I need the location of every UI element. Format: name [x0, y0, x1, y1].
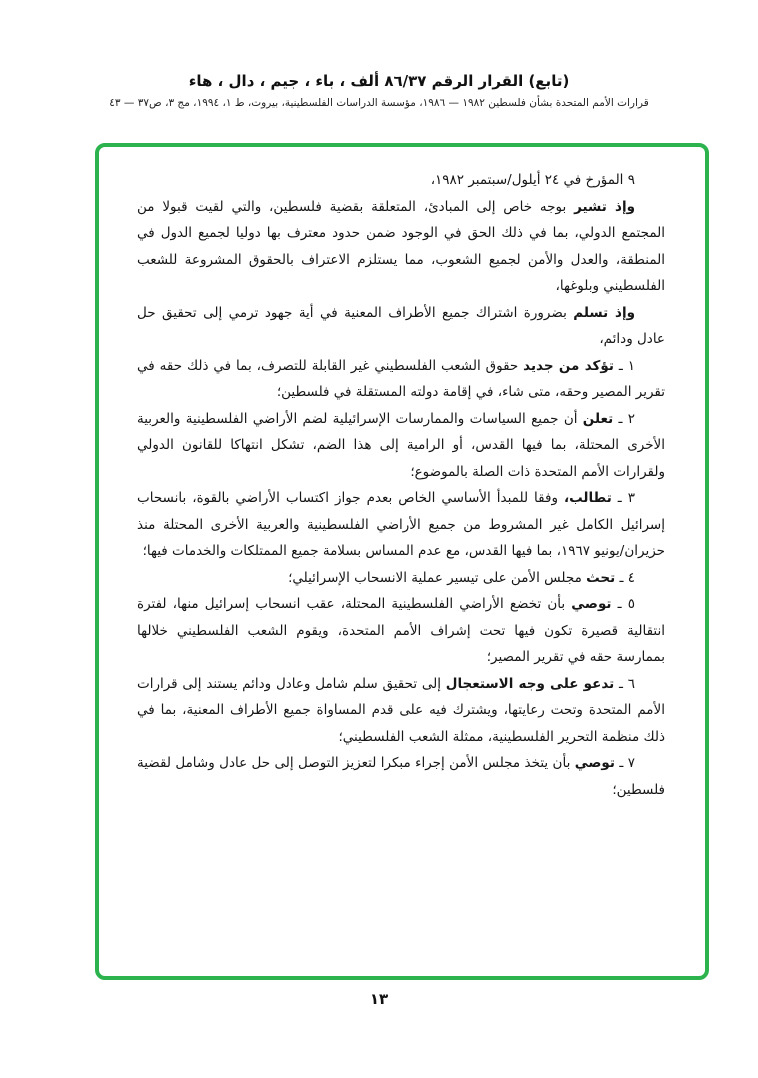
- clause-number: ٧ ـ: [614, 755, 635, 771]
- clause-lead: تحث: [586, 569, 616, 586]
- resolution-paragraph: [137, 406, 665, 486]
- clause-text: حقوق الشعب الفلسطيني غير القابلة للتصرف، بما في ذلك حقه في تقرير المصير وحقه، متى شاء، في إقامة دولته المستقلة في فلسطين؛: [137, 357, 665, 400]
- clause-lead: وإذ تسلم: [573, 304, 635, 321]
- clause-lead: تطالب،: [563, 490, 612, 506]
- clause-text: بضرورة اشتراك جميع الأطراف المعنية في أية جهود ترمي إلى تحقيق حل عادل ودائم،: [137, 304, 665, 347]
- clause-number: ١ ـ: [613, 357, 636, 374]
- resolution-paragraph: [137, 485, 665, 565]
- resolution-paragraph: [137, 167, 665, 194]
- resolution-paragraph: [137, 300, 665, 353]
- clause-number: ٣ ـ: [611, 490, 635, 506]
- clause-text: ٩ المؤرخ في ٢٤ أيلول/سبتمبر ١٩٨٢،: [430, 172, 635, 188]
- clause-text: بوجه خاص إلى المبادئ، المتعلقة بقضية فلسطين، والتي لقيت قبولا من المجتمع الدولي، بما في ذلك الحق في الوجود ضمن حدود معترف بها دوليا لجميع الدول في المنطقة، والعدل والأمن لجميع الشعوب، مما يستلزم الاعتراف بالحقوق المشروعة للشعب الفلسطيني وبلوغها،: [137, 198, 665, 294]
- clause-lead: تؤكد من جديد: [523, 357, 614, 374]
- clause-text: وفقا للمبدأ الأساسي الخاص بعدم جواز اكتساب الأراضي بالقوة، بانسحاب إسرائيل الكامل غير المشروط من جميع الأراضي الفلسطينية والعربية الأخرى المحتلة منذ حزيران/يونيو ١٩٦٧، بما فيها القدس، مع عدم المساس بسلامة جميع الممتلكات والخدمات فيها؛: [137, 490, 665, 559]
- resolution-paragraph: [137, 591, 665, 671]
- resolution-paragraph: [137, 194, 665, 300]
- citation-line: قرارات الأمم المتحدة بشأن فلسطين ١٩٨٢ — ١٩٨٦، مؤسسة الدراسات الفلسطينية، بيروت، ط ١، ١٩٩٤، مج ٣، ص٣٧ — ٤٣: [109, 97, 649, 109]
- resolution-paragraph: [137, 353, 665, 406]
- page-number: ١٣: [369, 990, 389, 1008]
- clause-lead: توصي: [574, 755, 615, 771]
- clause-text: إلى تحقيق سلم شامل وعادل ودائم يستند إلى قرارات الأمم المتحدة وتحت رعايتها، ويشترك فيه على قدم المساواة جميع الأطراف المعنية، بما في ذلك منظمة التحرير الفلسطينية، ممثلة الشعب الفلسطيني؛: [137, 675, 665, 745]
- resolution-paragraph: [137, 750, 665, 803]
- clause-number: ٢ ـ: [613, 410, 635, 427]
- document-header: [0, 72, 758, 109]
- resolution-paragraph: [137, 565, 665, 592]
- document-title: (تابع) القرار الرقم ٨٦/٣٧ ألف ، باء ، جيم ، دال ، هاء: [188, 72, 570, 90]
- clause-number: ٦ ـ: [614, 675, 635, 692]
- resolution-paragraph: [137, 671, 665, 751]
- clause-text: بأن تخضع الأراضي الفلسطينية المحتلة، عقب انسحاب إسرائيل منها، لفترة انتقالية قصيرة تكون فيها تحت إشراف الأمم المتحدة، ويقوم الشعب الفلسطيني خلالها بممارسة حقه في تقرير المصير؛: [137, 596, 665, 665]
- clause-lead: تعلن: [582, 410, 614, 427]
- clause-text: أن جميع السياسات والممارسات الإسرائيلية لضم الأراضي الفلسطينية والعربية الأخرى المحتلة، بما فيها القدس، أو الرامية إلى هذا الضم، تشكل انتهاكا للقانون الدولي ولقرارات الأمم المتحدة ذات الصلة بالموضوع؛: [137, 410, 665, 480]
- clause-lead: تدعو على وجه الاستعجال: [445, 675, 615, 692]
- clause-lead: توصي: [571, 596, 612, 612]
- resolution-body: [99, 147, 705, 819]
- content-frame: [95, 143, 709, 980]
- clause-text: بأن يتخذ مجلس الأمن إجراء مبكرا لتعزيز التوصل إلى حل عادل وشامل لقضية فلسطين؛: [137, 755, 665, 798]
- clause-number: ٤ ـ: [615, 569, 635, 586]
- clause-text: مجلس الأمن على تيسير عملية الانسحاب الإسرائيلي؛: [288, 569, 587, 586]
- clause-lead: وإذ تشير: [574, 198, 635, 215]
- clause-number: ٥ ـ: [611, 596, 635, 612]
